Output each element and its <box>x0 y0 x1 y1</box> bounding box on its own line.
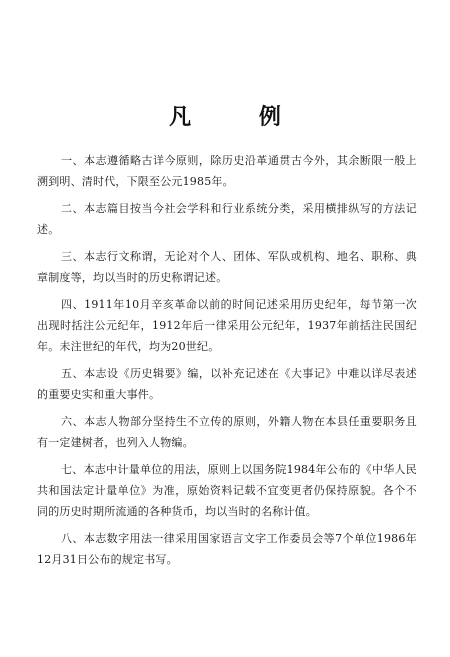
paragraph-8: 八、本志数字用法一律采用国家语言文字工作委员会等7个单位1986年12月31日公布的规定书写。 <box>37 532 417 566</box>
paragraph-3: 三、本志行文称谓，无论对个人、团体、军队或机构、地名、职称、典章制度等，均以当时的历史称谓记述。 <box>37 250 417 284</box>
paragraph-2: 二、本志篇目按当今社会学科和行业系统分类，采用横排纵写的方法记述。 <box>37 202 417 236</box>
paragraph-7: 七、本志中计量单位的用法，原则上以国务院1984年公布的《中华人民共和国法定计量单位》为准，原始资料记载不宜变更者仍保持原貌。各个不同的历史时期所流通的各种货币，均以当时的名称计值。 <box>37 463 417 518</box>
paragraph-5: 五、本志设《历史辑要》编，以补充记述在《大事记》中难以详尽表述的重要史实和重大事件。 <box>37 367 417 401</box>
paragraph-1: 一、本志遵循略古详今原则，除历史沿革通贯古今外，其余断限一般上溯到明、清时代，下限至公元1985年。 <box>37 154 417 188</box>
paragraph-4: 四、1911年10月辛亥革命以前的时间记述采用历史纪年，每节第一次出现时括注公元纪年，1912年后一律采用公元纪年，1937年前括注民国纪年。未注世纪的年代，均为20世纪。 <box>37 298 417 353</box>
paragraph-6: 六、本志人物部分坚持生不立传的原则，外籍人物在本县任重要职务且有一定建树者，也列入人物编。 <box>37 415 417 449</box>
page-title: 凡 例 <box>169 105 311 130</box>
document-body <box>37 150 417 576</box>
